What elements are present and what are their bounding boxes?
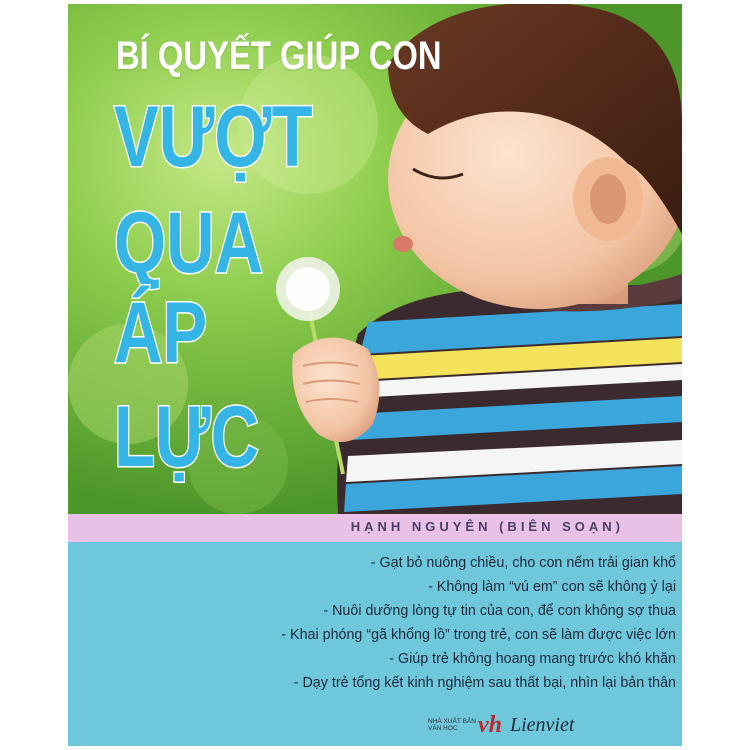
bullet-item: - Gạt bỏ nuông chiều, cho con nếm trải gian khổ: [370, 555, 676, 571]
author-strip: [68, 514, 682, 542]
cover-photo-child-blowing-dandelion: [68, 4, 682, 514]
publisher-small-text: NHÀ XUẤT BẢN VĂN HỌC: [428, 718, 476, 732]
cover-title-line-3: ÁP: [114, 285, 208, 381]
bullet-item: - Dạy trẻ tổng kết kinh nghiệm sau thất bại, nhìn lại bản thân: [293, 675, 676, 691]
author-name: HẠNH NGUYÊN (BIÊN SOẠN): [350, 519, 624, 534]
publisher-logo: [370, 712, 670, 738]
publisher-brand: Lienviet: [510, 714, 575, 736]
bullet-item: - Không làm “vú em” con sẽ không ỷ lại: [428, 579, 676, 595]
book-cover: [68, 4, 682, 746]
cover-title-line-1: VƯỢT: [114, 89, 313, 185]
cover-title-line-4: LỰC: [114, 389, 260, 485]
bullet-item: - Nuôi dưỡng lòng tự tin của con, để con không sợ thua: [323, 603, 676, 619]
cover-title-line-2: QUA: [114, 195, 264, 291]
bullet-item: - Giúp trẻ không hoang mang trước khó khăn: [389, 651, 676, 667]
bullet-item: - Khai phóng “gã khổng lồ” trong trẻ, con sẽ làm được việc lớn: [281, 627, 676, 643]
cover-subtitle: BÍ QUYẾT GIÚP CON: [116, 34, 442, 78]
bullet-list: [76, 551, 676, 695]
vh-logo: vh: [478, 712, 502, 738]
